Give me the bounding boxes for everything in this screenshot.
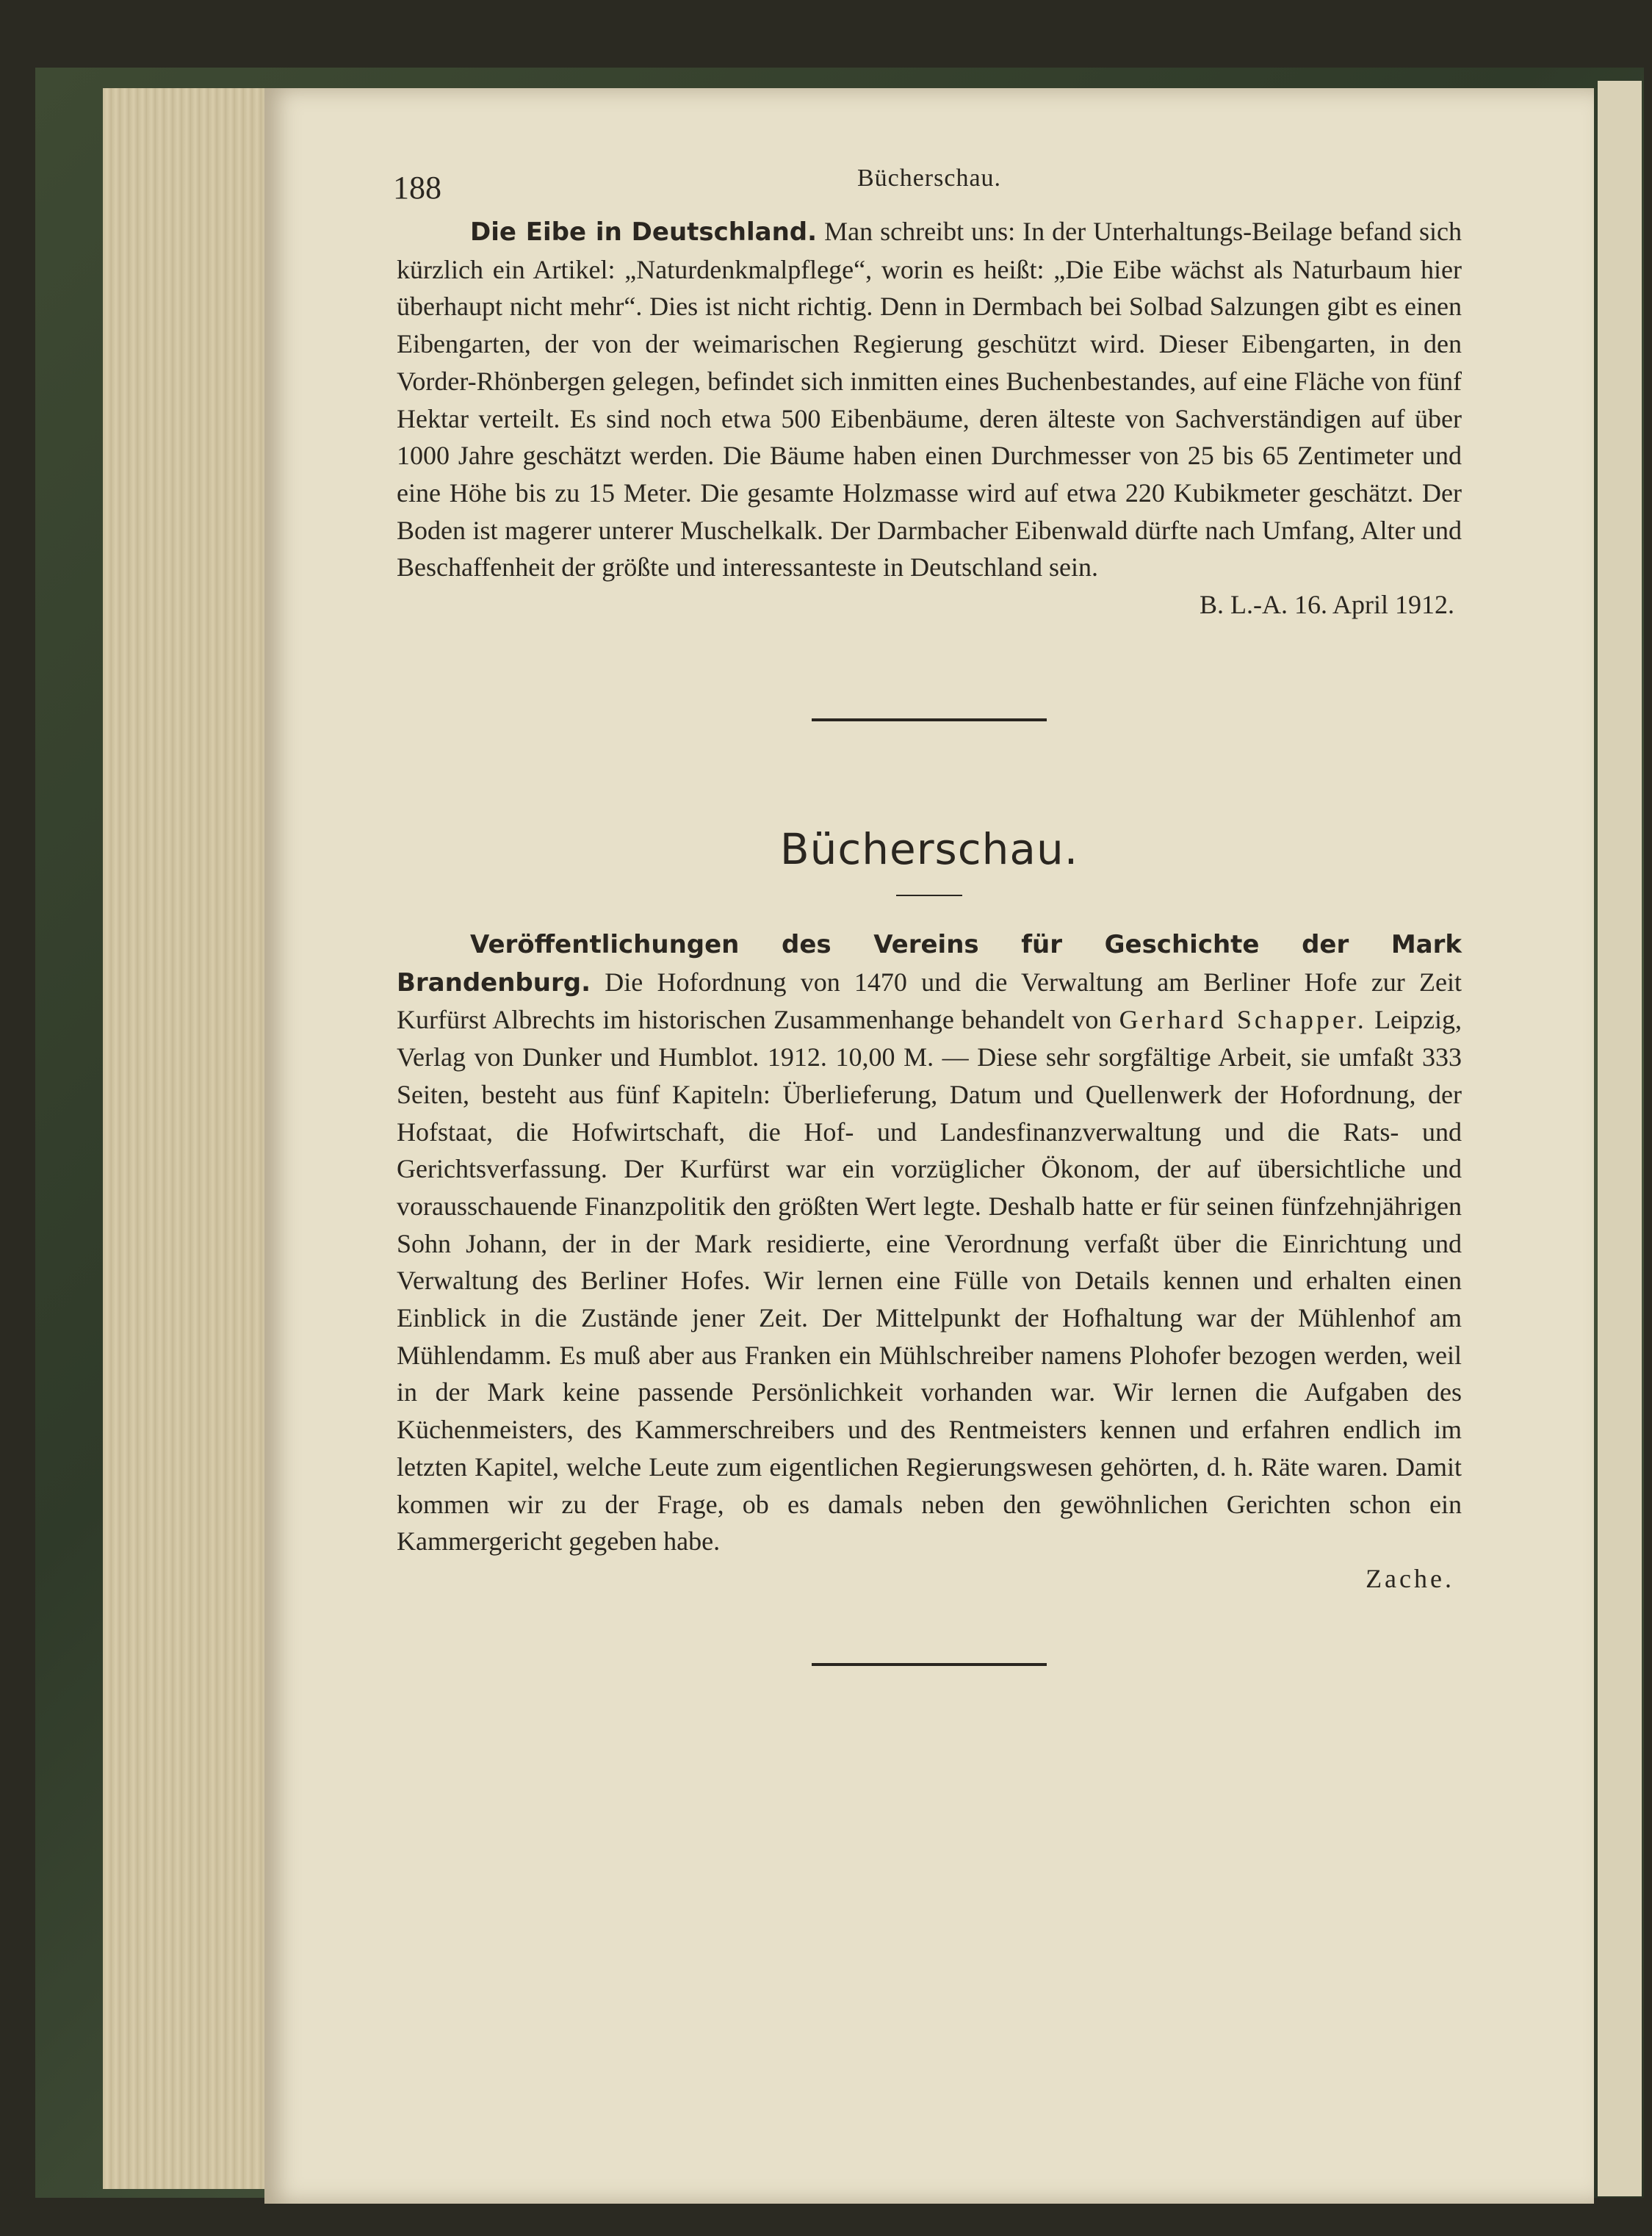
review-title: Veröffentlichungen des Vereins für Geschichte der Mark Brandenburg. <box>397 930 1462 998</box>
book-page <box>264 88 1594 2204</box>
review-author: Gerhard Schapper. <box>1119 1005 1367 1035</box>
running-head: Bücherschau. <box>856 165 1002 192</box>
article-eibe-text: Man schreibt uns: In der Unterhaltungs-Beilage befand sich kürzlich ein Artikel: „Naturdenkmalpflege“, worin es heißt: „Die Eibe wächst als Naturbaum hier überhaupt nicht mehr“. Dies ist nicht richtig. Denn in Dermbach bei Solbad Salzungen gibt es einen Eibengarten, der von der weimarischen Regierung geschützt wird. Dieser Eibengarten, in den Vorder-Rhönbergen gelegen, befindet sich inmitten eines Buchenbestandes, auf eine Fläche von fünf Hektar verteilt. Es sind noch etwa 500 Eibenbäume, deren älteste von Sachverständigen auf über 1000 Jahre geschätzt werden. Die Bäume haben einen Durchmesser von 25 bis 65 Zentimeter und eine Höhe bis zu 15 Meter. Die gesamte Holzmasse wird auf etwa 220 Kubikmeter geschätzt. Der Boden ist magerer unterer Muschelkalk. Der Darmbacher Eibenwald dürfte nach Umfang, Alter und Beschaffenheit der größte und interessanteste in Deutschland sein. <box>397 217 1462 583</box>
page-edges <box>103 88 264 2189</box>
page-header <box>393 154 1462 213</box>
review-text-part2: Leipzig, Verlag von Dunker und Humblot. 1912. 10,00 M. — Diese sehr sorgfältige Arbeit, sie umfaßt 333 Seiten, besteht aus fünf Kapiteln: Überlieferung, Datum und Quellenwerk der Hofordnung, der Hofstaat, die Hofwirtschaft, die Hof- und Landesfinanzverwaltung und die Rats- und Gerichtsverfassung. Der Kurfürst war ein vorzüglicher Ökonom, der auf übersichtliche und vorausschauende Finanzpolitik den größten Wert legte. Deshalb hatte er für seinen fünfzehnjährigen Sohn Johann, der in der Mark residierte, eine Verordnung verfaßt über die Einrichtung und Verwaltung des Berliner Hofes. Wir lernen eine Fülle von Details kennen und erhalten einen Einblick in die Zustände jener Zeit. Der Mittelpunkt der Hofhaltung war der Mühlenhof am Mühlendamm. Es muß aber aus Franken ein Mühlschreiber namens Plohofer bezogen werden, weil in der Mark keine passende Persönlichkeit vorhanden war. Wir lernen die Aufgaben des Küchenmeisters, des Kammerschreibers und des Rentmeisters kennen und erfahren endlich im letzten Kapitel, welche Leute zum eigentlichen Regierungswesen gehörten, d. h. Räte waren. Damit kommen wir zu der Frage, ob es damals neben den gewöhnlichen Gerichten schon ein Kammergericht gegeben habe. <box>397 1005 1462 1557</box>
article-eibe-source: B. L.-A. 16. April 1912. <box>1200 590 1454 620</box>
section-divider-bottom <box>812 1663 1047 1666</box>
section-title: Bücherschau. <box>779 824 1079 875</box>
section-title-underline <box>896 895 962 896</box>
review-entry <box>397 926 1462 1560</box>
article-eibe <box>397 213 1462 586</box>
facing-page-edge <box>1598 81 1642 2196</box>
review-signature: Zache. <box>1366 1563 1454 1593</box>
page-content <box>393 154 1462 1666</box>
article-eibe-title: Die Eibe in Deutschland. <box>470 217 818 247</box>
page-number: 188 <box>393 170 441 206</box>
review-text-part1: Die Hofordnung von 1470 und die Verwaltung am Berliner Hofe zur Zeit Kurfürst Albrechts im historischen Zusammenhange behandelt von <box>397 967 1462 1035</box>
section-divider-top <box>812 718 1047 721</box>
